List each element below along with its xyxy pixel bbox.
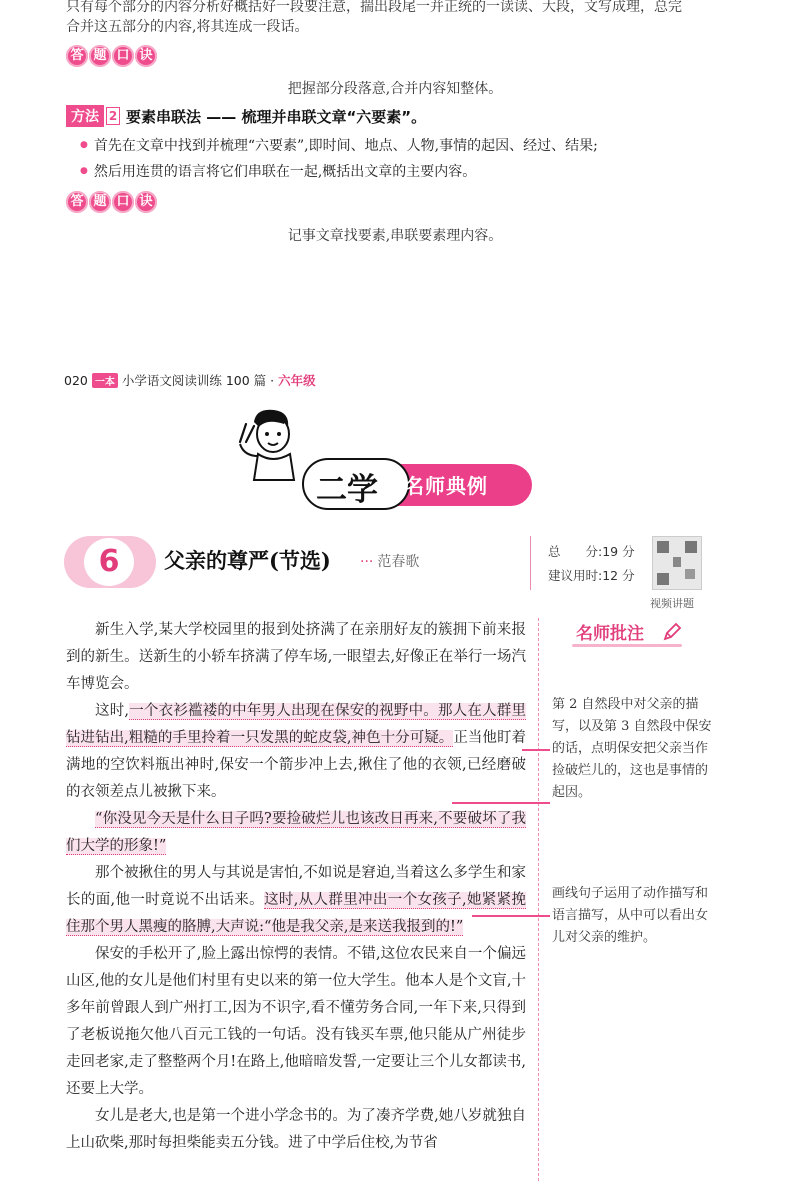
paragraph-text: 正当他盯着满地的空饮料瓶出神时,保安一个箭步冲上去,揪住了他的衣领,已经磨破的衣领差点儿被揪下来。 bbox=[66, 730, 527, 800]
paragraph-text: 那个被揪住的男人与其说是害怕,不如说是窘迫,当着这么多学生和家长的面,他一时竟说不出话来。 bbox=[66, 865, 526, 908]
page-number: 020 bbox=[64, 372, 88, 388]
paragraph: 保安的手松开了,脸上露出惊愕的表情。不错,这位农民来自一个偏远山区,他的女儿是他们村里有史以来的第一位大学生。他本人是个文盲,十多年前曾跟人到广州打工,因为不识字,看不懂劳务合同,一年下来,只得到了老板说拖欠他八百元工钱的一句话。没有钱买车票,他只能从广州徒步走回老家,走了整整两个月!在路上,他暗暗发誓,一定要让三个儿女都读书,还要上大学。 bbox=[66, 946, 526, 1097]
bullet-item bbox=[80, 161, 476, 181]
banner-right-text: 名师典例 bbox=[404, 474, 488, 498]
brand-logo: 一本 bbox=[92, 373, 118, 388]
page-header bbox=[64, 371, 316, 389]
bullet-text: 然后用连贯的语言将它们串联在一起,概括出文章的主要内容。 bbox=[93, 164, 477, 180]
bullet-icon: ● bbox=[80, 140, 88, 150]
article-title: 父亲的尊严(节选) bbox=[164, 548, 331, 573]
qr-code-icon[interactable] bbox=[652, 536, 702, 590]
paragraph: 新生入学,某大学校园里的报到处挤满了在亲朋好友的簇拥下前来报到的新生。送新生的小轿车挤满了停车场,一眼望去,好像正在举行一场汽车博览会。 bbox=[66, 622, 526, 692]
method-tag: 方法 bbox=[66, 105, 104, 127]
annotation-header bbox=[576, 619, 644, 644]
highlighted-sentence: 一个衣衫褴褛的中年男人出现在保安的视野中。那人在人群里钻进钻出,粗糙的手里拎着一只发黑的蛇皮袋,神色十分可疑。 bbox=[66, 703, 526, 746]
paragraph bbox=[66, 860, 526, 941]
koujue-text-2: 记事文章找要素,串联要素理内容。 bbox=[287, 228, 503, 244]
paragraph bbox=[66, 806, 526, 860]
bullet-item bbox=[80, 135, 598, 155]
koujue-text-1: 把握部分段落意,合并内容知整体。 bbox=[287, 81, 503, 97]
paragraph-text: 这时, bbox=[95, 703, 130, 719]
author-name: 范春歌 bbox=[377, 554, 420, 570]
bullet-text: 首先在文章中找到并梳理“六要素”,即时间、地点、人物,事情的起因、经过、结果; bbox=[93, 138, 598, 154]
koujue-char: 题 bbox=[89, 191, 111, 213]
paragraph: 女儿是老大,也是第一个进小学念书的。为了凑齐学费,她八岁就独自上山砍柴,那时每担柴能卖五分钱。进了中学后住校,为节省 bbox=[66, 1108, 526, 1151]
qr-label: 视频讲题 bbox=[650, 597, 694, 610]
method-title: 要素串联法 —— 梳理并串联文章“六要素”。 bbox=[126, 107, 427, 126]
bullet-icon: ● bbox=[80, 166, 88, 176]
score-divider bbox=[530, 536, 531, 590]
author-dots-icon: ··· bbox=[360, 554, 374, 570]
koujue-char: 诀 bbox=[135, 191, 157, 213]
paragraph bbox=[66, 698, 526, 806]
koujue-char: 口 bbox=[112, 45, 134, 67]
top-summary-line: 合并这五部分的内容,将其连成一段话。 bbox=[66, 19, 309, 35]
article-author bbox=[360, 551, 419, 571]
annotation-underline bbox=[572, 644, 682, 647]
koujue-badge-1 bbox=[66, 45, 157, 67]
annotation-note-2: 画线句子运用了动作描写和语言描写，从中可以看出女儿对父亲的维护。 bbox=[552, 886, 709, 945]
score-total: 总 分:19 分 bbox=[548, 544, 635, 559]
annotation-note-1: 第 2 自然段中对父亲的描写，以及第 3 自然段中保安的话，点明保安把父亲当作捡破烂儿的，这也是事情的起因。 bbox=[552, 697, 712, 800]
top-partial-line: 只有每个部分的内容分析好概括好一段要注意，揣出段尾一并正统的一读读、大段，文写成理，总完 bbox=[66, 0, 682, 15]
grade-label: 六年级 bbox=[278, 373, 316, 388]
annotation-header-text: 名师批注 bbox=[576, 624, 644, 644]
koujue-char: 口 bbox=[112, 191, 134, 213]
highlighted-sentence: 这时,从人群里冲出一个女孩子,她紧紧挽住那个男人黑瘦的胳膊,大声说:“他是我父亲,是来送我报到的!” bbox=[66, 892, 527, 935]
annotation-arrow bbox=[522, 749, 550, 751]
section-banner bbox=[280, 458, 538, 510]
koujue-char: 题 bbox=[89, 45, 111, 67]
article-number: 6 bbox=[84, 538, 134, 586]
annotation-divider bbox=[538, 618, 539, 1181]
method-heading bbox=[66, 105, 426, 127]
koujue-char: 答 bbox=[66, 45, 88, 67]
method-number: 2 bbox=[106, 107, 120, 125]
article-body bbox=[66, 617, 526, 1157]
banner-left-text: 二学 bbox=[316, 472, 378, 508]
pen-icon bbox=[662, 622, 682, 642]
koujue-badge-2 bbox=[66, 191, 157, 213]
koujue-char: 答 bbox=[66, 191, 88, 213]
koujue-char: 诀 bbox=[135, 45, 157, 67]
book-title: 小学语文阅读训练 100 篇 · bbox=[121, 373, 275, 388]
highlighted-sentence: “你没见今天是什么日子吗?要捡破烂儿也该改日再来,不要破坏了我们大学的形象!” bbox=[66, 811, 526, 854]
score-time: 建议用时:12 分 bbox=[548, 568, 635, 583]
